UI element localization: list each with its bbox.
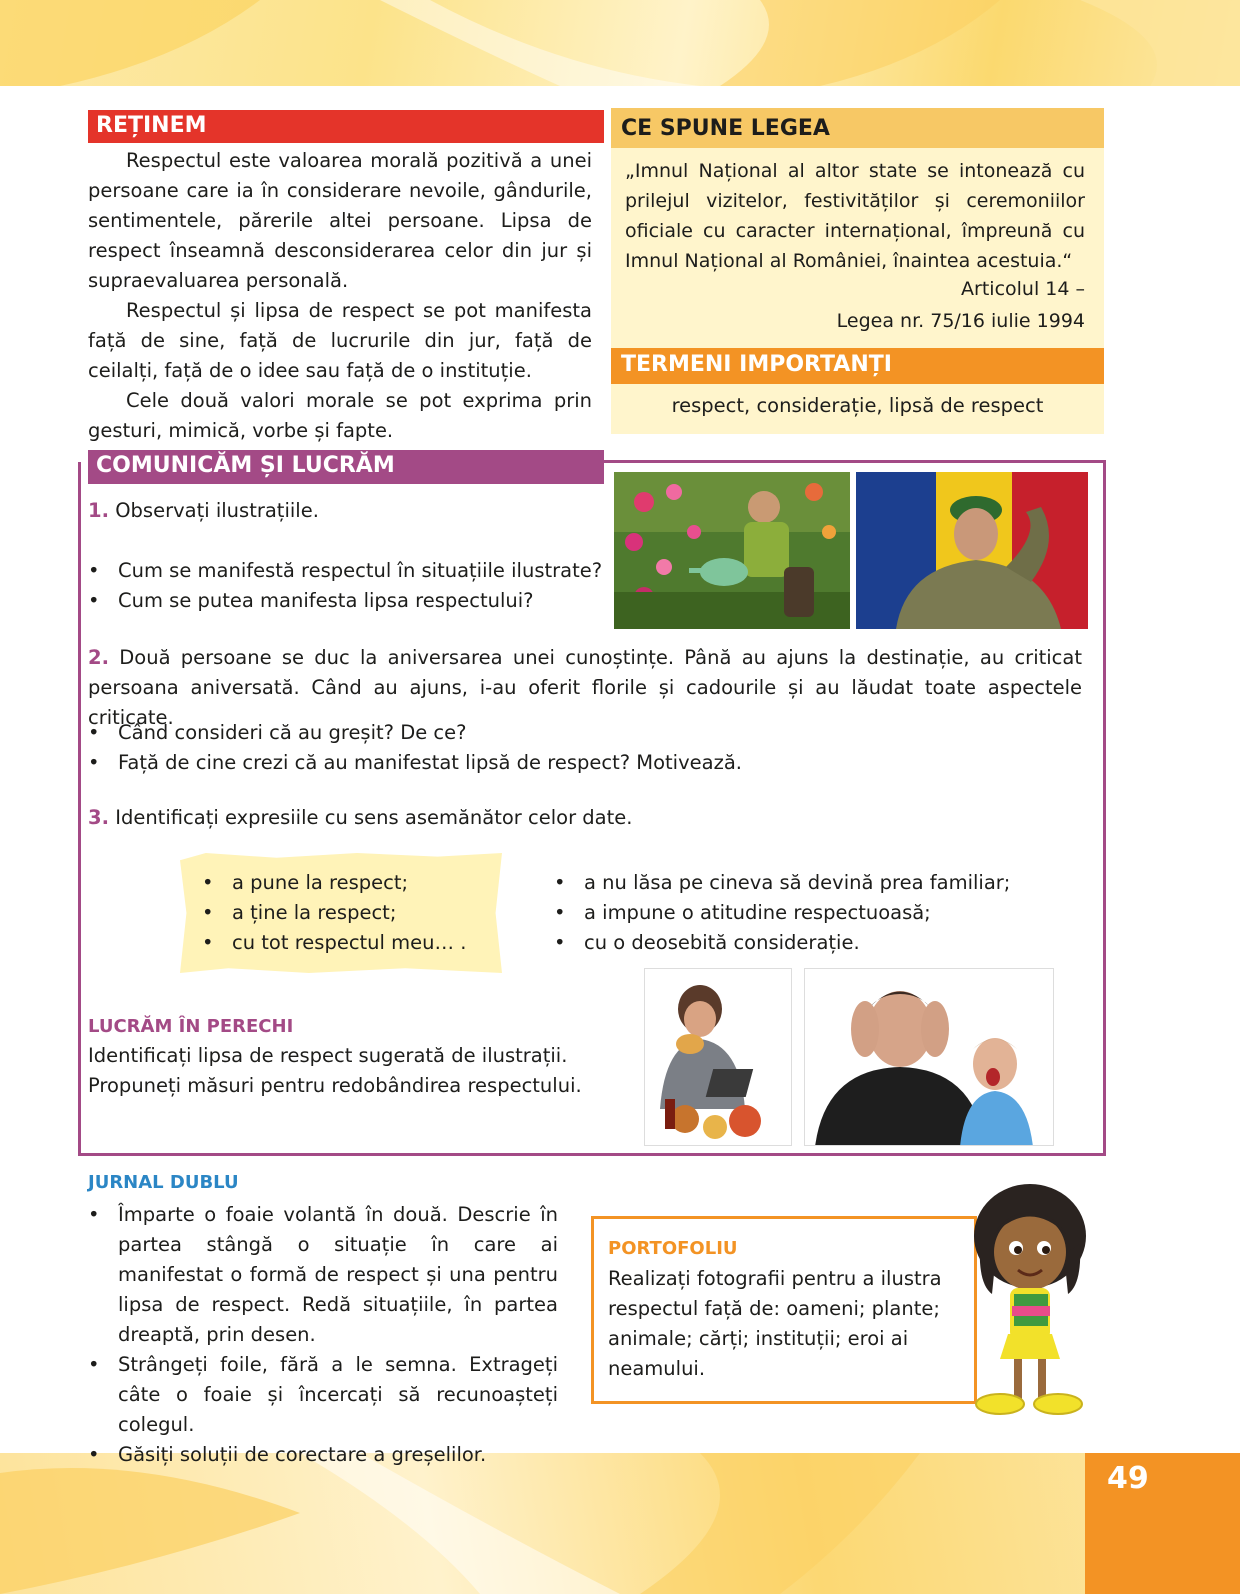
retinem-paragraph-2: Respectul și lipsa de respect se pot manifesta față de sine, față de lucrurile din jur, față de ceilalți, față de o idee sau față de o instituție.: [88, 299, 592, 382]
girl-with-books-illustration: [960, 1174, 1100, 1422]
list-item: • Cum se manifestă respectul în situațiile ilustrate?: [86, 556, 606, 586]
retinem-paragraph-1: Respectul este valoarea morală pozitivă a unei persoane care ia în considerare nevoile, gândurile, sentimentele, părerile altei persoane. Lipsa de respect înseamnă desconsiderarea celor din jur și supraevaluarea personală.: [88, 149, 592, 292]
list-item: • a pune la respect;: [200, 868, 500, 898]
top-decorative-band: [0, 0, 1240, 86]
task-2-bullets: [86, 718, 986, 778]
task-2-text: Două persoane se duc la aniversarea unei cunoștințe. Până au ajuns la destinație, au criticat persoana aniversată. Când au ajuns, i-au oferit florile și cadourile și au lăudat toate aspectele criticate.: [88, 646, 1082, 729]
retinem-heading: REȚINEM: [88, 110, 604, 143]
perechi-line-2: Propuneți măsuri pentru redobândirea respectului.: [88, 1074, 582, 1097]
soldier-saluting-flag-photo: [856, 472, 1088, 629]
similar-expressions-list: [552, 868, 1052, 958]
task-3-text: Identificați expresiile cu sens asemănător celor date.: [115, 806, 633, 829]
legea-law-number: Legea nr. 75/16 iulie 1994: [836, 310, 1085, 332]
list-item: • Găsiți soluții de corectare a greșelilor.: [86, 1440, 558, 1470]
given-expressions-list: [200, 868, 500, 958]
task-3: [88, 803, 632, 833]
perechi-line-1: Identificați lipsa de respect sugerată de ilustrații.: [88, 1044, 568, 1067]
boy-watering-plants-photo: [614, 472, 850, 629]
retinem-paragraph-3: Cele două valori morale se pot exprima prin gesturi, mimică, vorbe și fapte.: [88, 389, 592, 442]
comunicam-heading: COMUNICĂM ȘI LUCRĂM: [88, 450, 604, 484]
list-item: • Față de cine crezi că au manifestat lipsă de respect? Motivează.: [86, 748, 986, 778]
task-1-bullets: [86, 556, 606, 616]
task-1-number: 1.: [88, 499, 109, 522]
list-item: • a nu lăsa pe cineva să devină prea familiar;: [552, 868, 1052, 898]
termeni-text: respect, considerație, lipsă de respect: [611, 384, 1104, 434]
legea-article: Articolul 14 –: [961, 278, 1085, 300]
termeni-heading: TERMENI IMPORTANȚI: [611, 348, 1104, 384]
list-item: • Cum se putea manifesta lipsa respectului?: [86, 586, 606, 616]
jurnal-bullets: [86, 1200, 558, 1470]
list-item: • cu tot respectul meu… .: [200, 928, 500, 958]
portofoliu-heading: PORTOFOLIU: [608, 1238, 738, 1259]
page-number-box: [1085, 1453, 1240, 1594]
comunicam-frame-top: [596, 460, 1106, 463]
task-3-number: 3.: [88, 806, 109, 829]
task-1: [88, 496, 319, 526]
task-1-text: Observați ilustrațiile.: [115, 499, 319, 522]
page-number: 49: [1107, 1461, 1149, 1496]
list-item: • Când consideri că au greșit? De ce?: [86, 718, 986, 748]
legea-heading: CE SPUNE LEGEA: [611, 108, 1104, 148]
legea-quote: „Imnul Național al altor state se intonează cu prilejul vizitelor, festivităților și ceremoniilor oficiale cu caracter internațional, împreună cu Imnul Național al României, înaintea acestuia.“: [625, 160, 1085, 272]
task-2-number: 2.: [88, 646, 109, 669]
woman-eating-junk-food-photo: [644, 968, 792, 1146]
bottom-decorative-band: [0, 1453, 1240, 1594]
portofoliu-text: Realizați fotografii pentru a ilustra respectul față de: oameni; plante; animale; cărți; instituții; eroi ai neamului.: [608, 1267, 942, 1380]
list-item: • cu o deosebită considerație.: [552, 928, 1052, 958]
list-item: • Strângeți foile, fără a le semna. Extrageți câte o foaie și încercați să recunoașteți colegul.: [86, 1350, 558, 1440]
retinem-text: [88, 146, 592, 446]
perechi-heading: LUCRĂM ÎN PERECHI: [88, 1016, 294, 1037]
list-item: • Împarte o foaie volantă în două. Descrie în partea stângă o situație în care ai manifestat o formă de respect și una pentru lipsa de respect. Redă situațiile, în partea dreaptă, prin desen.: [86, 1200, 558, 1350]
list-item: • a ține la respect;: [200, 898, 500, 928]
list-item: • a impune o atitudine respectuoasă;: [552, 898, 1052, 928]
man-with-screaming-boy-photo: [804, 968, 1054, 1146]
jurnal-heading: JURNAL DUBLU: [88, 1172, 239, 1193]
